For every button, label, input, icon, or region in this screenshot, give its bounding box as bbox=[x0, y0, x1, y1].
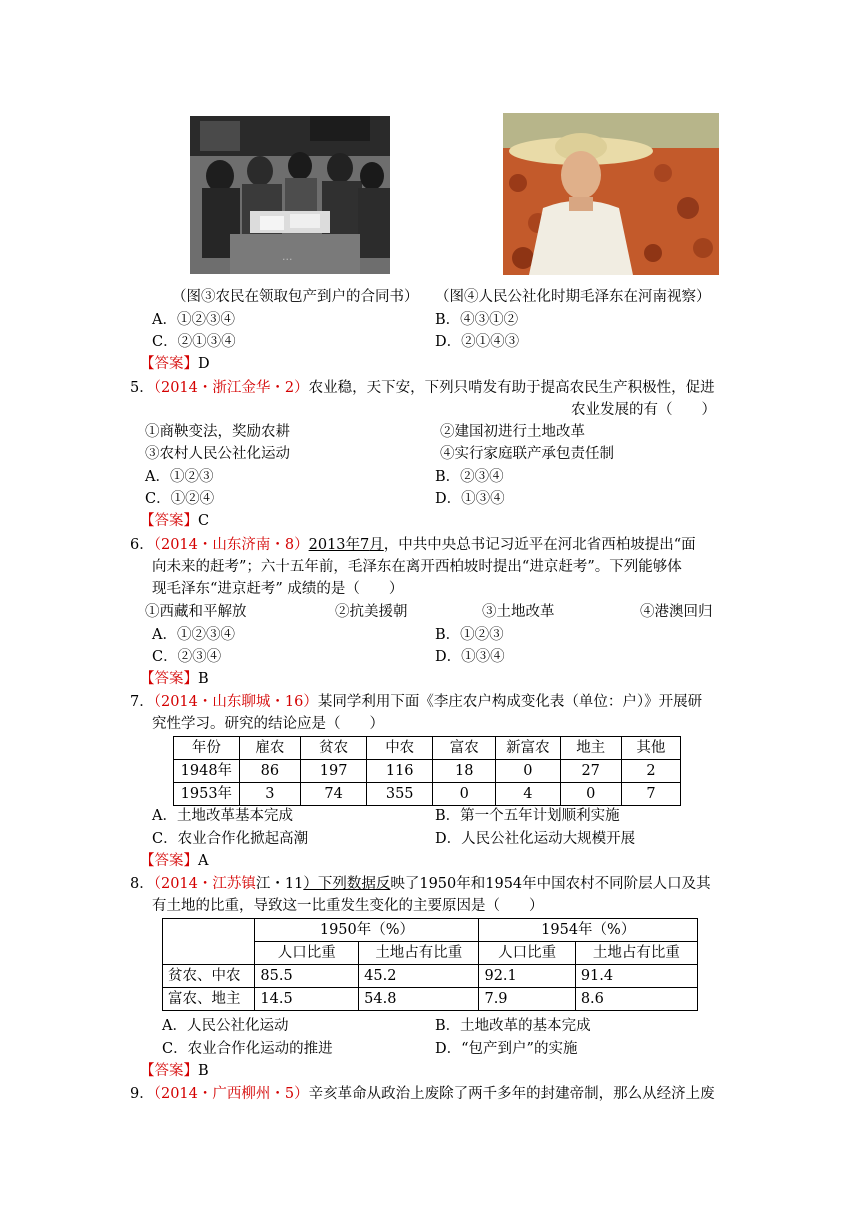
question-source: （2014・广西柳州・5） bbox=[153, 1086, 309, 1102]
table-cell: 4 bbox=[496, 783, 560, 806]
question-number: 9． bbox=[130, 1086, 154, 1102]
answer-label: 【答案】 bbox=[140, 1063, 198, 1079]
q4-option-d: D．②①④③ bbox=[435, 334, 520, 350]
q5-option-c: C．①②④ bbox=[145, 491, 215, 507]
photo-mao-field bbox=[503, 113, 719, 275]
photo-peasants-contract bbox=[190, 116, 390, 274]
table-header-cell: 人口比重 bbox=[479, 942, 575, 965]
table-header-cell: 新富农 bbox=[496, 737, 560, 760]
q6-stem-line1 bbox=[130, 535, 696, 555]
q7-answer bbox=[140, 851, 208, 871]
table-cell: 0 bbox=[496, 760, 560, 783]
q8-option-a: A．人民公社化运动 bbox=[162, 1018, 289, 1034]
q5-item-1: ①商鞅变法，奖励农耕 bbox=[145, 424, 290, 440]
q5-stem-line2: 农业发展的有（ ） bbox=[571, 402, 716, 418]
question-source: （2014・浙江金华・2） bbox=[153, 380, 309, 396]
table-cell: 富农、地主 bbox=[163, 988, 255, 1011]
table-row bbox=[174, 760, 681, 783]
q8-stem-line1 bbox=[130, 874, 711, 894]
table-row bbox=[163, 988, 698, 1011]
question-source: （2014・山东济南・8） bbox=[153, 537, 309, 553]
fig4-caption: （图④人民公社化时期毛泽东在河南视察） bbox=[435, 289, 711, 305]
question-source-black: 江・11 bbox=[255, 876, 304, 892]
q8-option-d: D．“包产到户”的实施 bbox=[435, 1041, 578, 1057]
watermark-text: ... bbox=[282, 250, 293, 263]
answer-value: D bbox=[198, 356, 210, 372]
q8-option-c: C．农业合作化运动的推进 bbox=[162, 1041, 333, 1057]
table-header-cell: 地主 bbox=[560, 737, 621, 760]
table-cell: 2 bbox=[621, 760, 680, 783]
q6-item-1: ①西藏和平解放 bbox=[145, 604, 247, 620]
q9-stem-line1 bbox=[130, 1084, 715, 1104]
table-header-cell: 年份 bbox=[174, 737, 240, 760]
question-text: ，中共中央总书记习近平在河北省西柏坡提出“面 bbox=[383, 537, 696, 553]
q6-item-2: ②抗美援朝 bbox=[335, 604, 408, 620]
q5-option-d: D．①③④ bbox=[435, 491, 505, 507]
table-corner-cell bbox=[163, 919, 255, 965]
q7-stem-line1 bbox=[130, 692, 702, 712]
q6-option-d: D．①③④ bbox=[435, 649, 505, 665]
q8-stem-line2: 有土地的比重，导致这一比重发生变化的主要原因是（ ） bbox=[152, 898, 544, 914]
table-cell: 91.4 bbox=[575, 965, 697, 988]
q7-option-a: A．土地改革基本完成 bbox=[152, 808, 293, 824]
q6-stem-line3: 现毛泽东“进京赶考” 成绩的是（ ） bbox=[152, 581, 404, 597]
question-source: （2014・江苏镇 bbox=[153, 876, 256, 892]
table-header-cell: 土地占有比重 bbox=[575, 942, 697, 965]
fig3-caption: （图③农民在领取包产到户的合同书） bbox=[172, 289, 419, 305]
question-number: 5． bbox=[130, 380, 154, 396]
table-cell: 86 bbox=[239, 760, 300, 783]
table-cell: 贫农、中农 bbox=[163, 965, 255, 988]
q4-option-b: B．④③①② bbox=[435, 312, 519, 328]
answer-value: B bbox=[198, 1063, 209, 1079]
table-header-row bbox=[174, 737, 681, 760]
table-year-header: 1954年（%） bbox=[479, 919, 698, 942]
question-text: 辛亥革命从政治上废除了两千多年的封建帝制，那么从经济上废 bbox=[308, 1086, 715, 1102]
question-source: （2014・山东聊城・16） bbox=[153, 694, 318, 710]
q7-farmer-table bbox=[173, 736, 681, 806]
table-cell: 0 bbox=[560, 783, 621, 806]
table-year-header: 1950年（%） bbox=[255, 919, 479, 942]
table-cell: 92.1 bbox=[479, 965, 575, 988]
q8-population-table bbox=[162, 918, 698, 1011]
table-header-cell: 土地占有比重 bbox=[359, 942, 479, 965]
q5-item-3: ③农村人民公社化运动 bbox=[145, 446, 290, 462]
q7-option-c: C．农业合作化掀起高潮 bbox=[152, 831, 309, 847]
q5-item-4: ④实行家庭联产承包责任制 bbox=[440, 446, 614, 462]
answer-label: 【答案】 bbox=[140, 671, 198, 687]
table-cell: 197 bbox=[301, 760, 367, 783]
table-cell: 18 bbox=[433, 760, 496, 783]
table-cell: 3 bbox=[239, 783, 300, 806]
q4-option-a: A．①②③④ bbox=[152, 312, 235, 328]
question-text: 某同学利用下面《李庄农户构成变化表（单位：户）》开展研 bbox=[317, 694, 703, 710]
table-cell: 0 bbox=[433, 783, 496, 806]
q5-option-a: A．①②③ bbox=[145, 469, 214, 485]
table-cell: 14.5 bbox=[255, 988, 359, 1011]
table-row bbox=[163, 965, 698, 988]
q5-answer bbox=[140, 511, 209, 531]
table-cell: 7.9 bbox=[479, 988, 575, 1011]
q4-answer bbox=[140, 354, 210, 374]
table-cell: 116 bbox=[367, 760, 433, 783]
q6-stem-line2: 向未来的赶考”；六十五年前，毛泽东在离开西柏坡时提出“进京赶考”。下列能够体 bbox=[152, 559, 682, 575]
q5-option-b: B．②③④ bbox=[435, 469, 504, 485]
table-cell: 355 bbox=[367, 783, 433, 806]
table-header-cell: 雇农 bbox=[239, 737, 300, 760]
q7-option-b: B．第一个五年计划顺利实施 bbox=[435, 808, 620, 824]
question-text-underlined: ）下列数据反 bbox=[303, 876, 391, 892]
question-number: 8． bbox=[130, 876, 154, 892]
q8-option-b: B．土地改革的基本完成 bbox=[435, 1018, 591, 1034]
q6-option-b: B．①②③ bbox=[435, 627, 504, 643]
table-cell: 1953年 bbox=[174, 783, 240, 806]
table-header-cell: 中农 bbox=[367, 737, 433, 760]
answer-value: B bbox=[198, 671, 209, 687]
answer-value: C bbox=[198, 513, 210, 529]
q5-stem-line1 bbox=[130, 378, 715, 398]
q8-answer bbox=[140, 1061, 209, 1081]
table-cell: 85.5 bbox=[255, 965, 359, 988]
table-header-row bbox=[163, 919, 698, 942]
answer-label: 【答案】 bbox=[140, 853, 198, 869]
table-header-cell: 贫农 bbox=[301, 737, 367, 760]
question-date-underlined: 2013年7 bbox=[308, 537, 370, 553]
q6-item-4: ④港澳回归 bbox=[640, 604, 713, 620]
table-cell: 74 bbox=[301, 783, 367, 806]
question-month-underlined: 月 bbox=[369, 537, 384, 553]
table-cell: 54.8 bbox=[359, 988, 479, 1011]
answer-value: A bbox=[198, 853, 209, 869]
answer-label: 【答案】 bbox=[140, 356, 198, 372]
table-row bbox=[174, 783, 681, 806]
question-text: 映了1950年和1954年中国农村不同阶层人口及其 bbox=[390, 876, 711, 892]
question-number: 7． bbox=[130, 694, 154, 710]
table-header-cell: 其他 bbox=[621, 737, 680, 760]
table-cell: 8.6 bbox=[575, 988, 697, 1011]
question-text: 农业稳，天下安，下列只啃发有助于提高农民生产积极性，促进 bbox=[308, 380, 715, 396]
q6-option-a: A．①②③④ bbox=[152, 627, 235, 643]
q7-stem-line2: 究性学习。研究的结论应是（ ） bbox=[152, 716, 384, 732]
q6-option-c: C．②③④ bbox=[152, 649, 222, 665]
q7-option-d: D．人民公社化运动大规模开展 bbox=[435, 831, 636, 847]
q4-option-c: C．②①③④ bbox=[152, 334, 236, 350]
table-cell: 45.2 bbox=[359, 965, 479, 988]
answer-label: 【答案】 bbox=[140, 513, 198, 529]
q5-item-2: ②建国初进行土地改革 bbox=[440, 424, 585, 440]
q6-answer bbox=[140, 669, 209, 689]
table-header-cell: 人口比重 bbox=[255, 942, 359, 965]
table-header-cell: 富农 bbox=[433, 737, 496, 760]
table-cell: 1948年 bbox=[174, 760, 240, 783]
table-cell: 7 bbox=[621, 783, 680, 806]
table-cell: 27 bbox=[560, 760, 621, 783]
question-number: 6． bbox=[130, 537, 154, 553]
q6-item-3: ③土地改革 bbox=[482, 604, 555, 620]
